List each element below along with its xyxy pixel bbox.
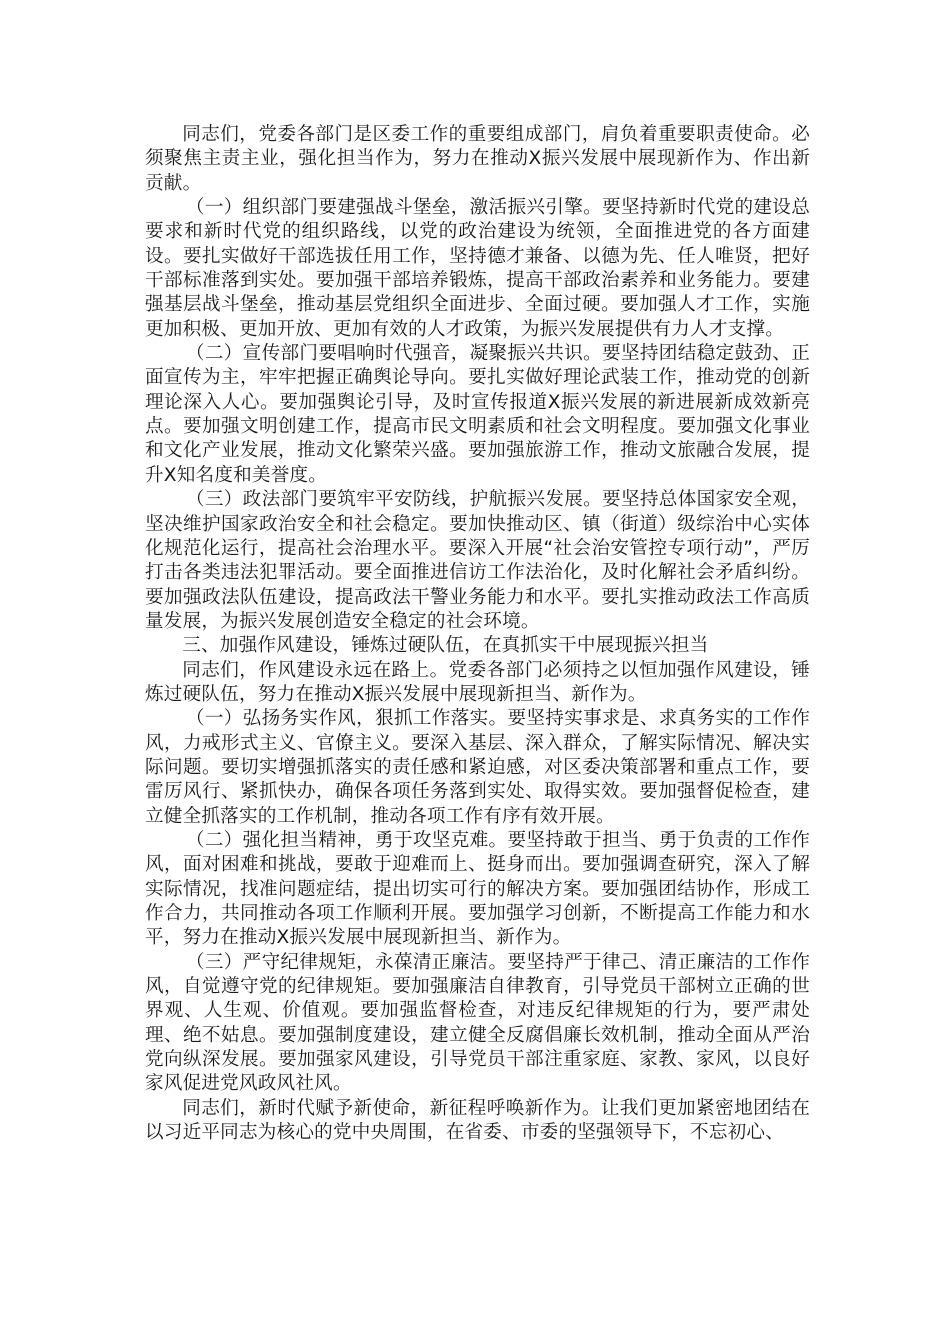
document-body xyxy=(145,123,810,1145)
paragraph-practical-style: （一）弘扬务实作风，狠抓工作落实。要坚持实事求是、求真务实的工作作风，力戒形式主义、官僚主义。要深入基层、深入群众，了解实际情况、解决实际问题。要切实增强抓落实的责任感和紧迫感，对区委决策部署和重点工作，要雷厉风行、紧抓快办，确保各项任务落到实处、取得实效。要加强督促检查，建立健全抓落实的工作机制，推动各项工作有序有效开展。 xyxy=(145,708,810,827)
paragraph-political-legal-department: （三）政法部门要筑牢平安防线，护航振兴发展。要坚持总体国家安全观，坚决维护国家政治安全和社会稳定。要加快推动区、镇（街道）级综治中心实体化规范化运行，提高社会治理水平。要深入开展“社会治安管控专项行动”，严厉打击各类违法犯罪活动。要全面推进信访工作法治化，及时化解社会矛盾纠纷。要加强政法队伍建设，提高政法干警业务能力和水平。要扎实推动政法工作高质量发展，为振兴发展创造安全稳定的社会环境。 xyxy=(145,489,810,632)
paragraph-intro: 同志们，党委各部门是区委工作的重要组成部门，肩负着重要职责使命。必须聚焦主责主业，强化担当作为，努力在推动X振兴发展中展现新作为、作出新贡献。 xyxy=(145,124,810,194)
paragraph-publicity-department: （二）宣传部门要唱响时代强音，凝聚振兴共识。要坚持团结稳定鼓劲、正面宣传为主，牢牢把握正确舆论导向。要扎实做好理论武装工作，推动党的创新理论深入人心。要加强舆论引导，及时宣传报道X振兴发展的新进展新成效新亮点。要加强文明创建工作，提高市民文明素质和社会文明程度。要加强文化事业和文化产业发展，推动文化繁荣兴盛。要加强旅游工作，推动文旅融合发展，提升X知名度和美誉度。 xyxy=(145,343,810,486)
paragraph-closing: 同志们，新时代赋予新使命，新征程呼唤新作为。让我们更加紧密地团结在以习近平同志为核心的党中央周围，在省委、市委的坚强领导下，不忘初心、 xyxy=(145,1097,810,1144)
paragraph-discipline: （三）严守纪律规矩，永葆清正廉洁。要坚持严于律己、清正廉洁的工作作风，自觉遵守党的纪律规矩。要加强廉洁自律教育，引导党员干部树立正确的世界观、人生观、价值观。要加强监督检查，对违反纪律规矩的行为，要严肃处理、绝不姑息。要加强制度建设，建立健全反腐倡廉长效机制，推动全面从严治党向纵深发展。要加强家风建设，引导党员干部注重家庭、家教、家风，以良好家风促进党风政风社风。 xyxy=(145,951,810,1095)
paragraph-responsibility: （二）强化担当精神，勇于攻坚克难。要坚持敢于担当、勇于负责的工作作风，面对困难和挑战，要敢于迎难而上、挺身而出。要加强调查研究，深入了解实际情况，找准问题症结，提出切实可行的解决方案。要加强团结协作，形成工作合力，共同推动各项工作顺利开展。要加强学习创新，不断提高工作能力和水平，努力在推动X振兴发展中展现新担当、新作为。 xyxy=(145,829,810,949)
paragraph-organization-department: （一）组织部门要建强战斗堡垒，激活振兴引擎。要坚持新时代党的建设总要求和新时代党的组织路线，以党的政治建设为统领，全面推进党的各方面建设。要扎实做好干部选拔任用工作，坚持德才兼备、以德为先、任人唯贤，把好干部标准落到实处。要加强干部培养锻炼，提高干部政治素养和业务能力。要建强基层战斗堡垒，推动基层党组织全面进步、全面过硬。要加强人才工作，实施更加积极、更加开放、更加有效的人才政策，为振兴发展提供有力人才支撑。 xyxy=(145,197,810,340)
paragraph-work-style-intro: 同志们，作风建设永远在路上。党委各部门必须持之以恒加强作风建设，锤炼过硬队伍，努力在推动X振兴发展中展现新担当、新作为。 xyxy=(145,659,810,705)
section-heading-3: 三、加强作风建设，锤炼过硬队伍，在真抓实干中展现振兴担当 xyxy=(182,635,709,657)
